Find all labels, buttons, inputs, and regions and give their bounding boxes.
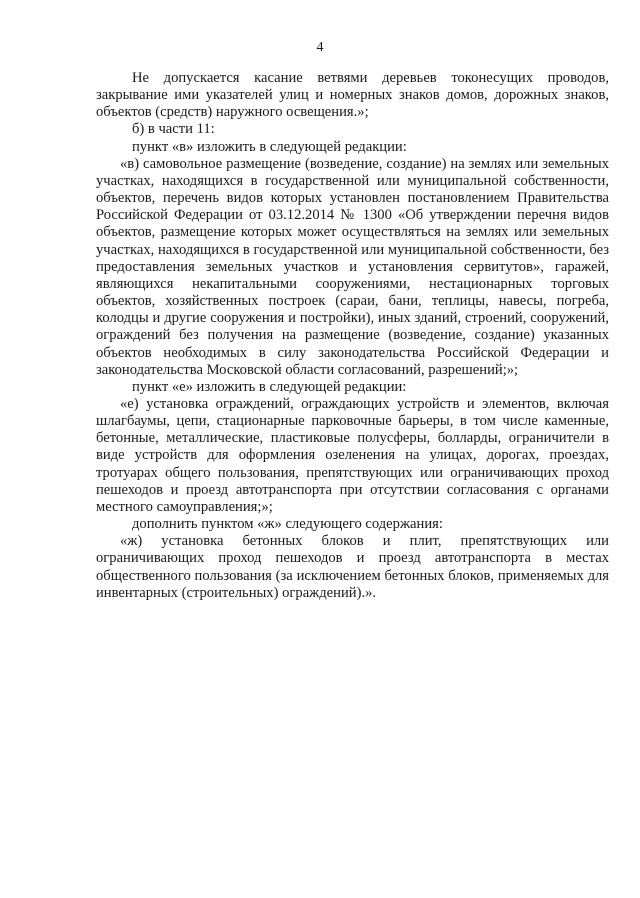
page-number: 4 — [316, 40, 324, 55]
document-body — [96, 70, 609, 602]
paragraph-item-v-intro: пункт «в» изложить в следующей редакции: — [132, 138, 407, 155]
paragraph-item-v-text: «в) самовольное размещение (возведение, создание) на землях или земельных участках, находящихся в государственной или муниципальной собственности, объектов, перечень видов которых установлен постановлением Правительства Российской Федерации от 03.12.2014 № 1300 «Об утверждении перечня видов объектов, размещение которых может осуществляться на землях или земельных участках, находящихся в государственной или муниципальной собственности, без предоставления земельных участков и установления сервитутов», гаражей, являющихся некапитальными сооружениями, нестационарных торговых объектов, хозяйственных построек (сараи, бани, теплицы, навесы, погреба, колодцы и другие сооружения и постройки), иных зданий, строений, сооружений, ограждений без получения на размещение (возведение, создание) указанных объектов необходимых в силу законодательства Российской Федерации и законодательства Московской области согласований, разрешений;»; — [96, 155, 609, 378]
paragraph-no-contact-branches: Не допускается касание ветвями деревьев токонесущих проводов, закрывание ими указателей улиц и номерных знаков домов, дорожных знаков, объектов (средств) наружного освещения.»; — [96, 70, 609, 121]
paragraph-item-e-intro: пункт «е» изложить в следующей редакции: — [132, 378, 407, 395]
paragraph-item-zh-intro: дополнить пунктом «ж» следующего содержания: — [132, 516, 443, 533]
paragraph-item-e-text: «е) установка ограждений, ограждающих устройств и элементов, включая шлагбаумы, цепи, стационарные парковочные барьеры, в том числе каменные, бетонные, металлические, пластиковые полусферы, болларды, ограничители в виде устройств для оформления озеленения на улицах, дорогах, проездах, тротуарах общего пользования, препятствующих или ограничивающих проход пешеходов и проезд автотранспорта при отсутствии согласования с органами местного самоуправления;»; — [96, 395, 609, 515]
paragraph-part-11: б) в части 11: — [132, 121, 215, 138]
paragraph-item-zh-text: «ж) установка бетонных блоков и плит, препятствующих или ограничивающих проход пешеходов и проезд автотранспорта в местах общественного пользования (за исключением бетонных блоков, применяемых для инвентарных (строительных) ограждений).». — [96, 533, 609, 601]
